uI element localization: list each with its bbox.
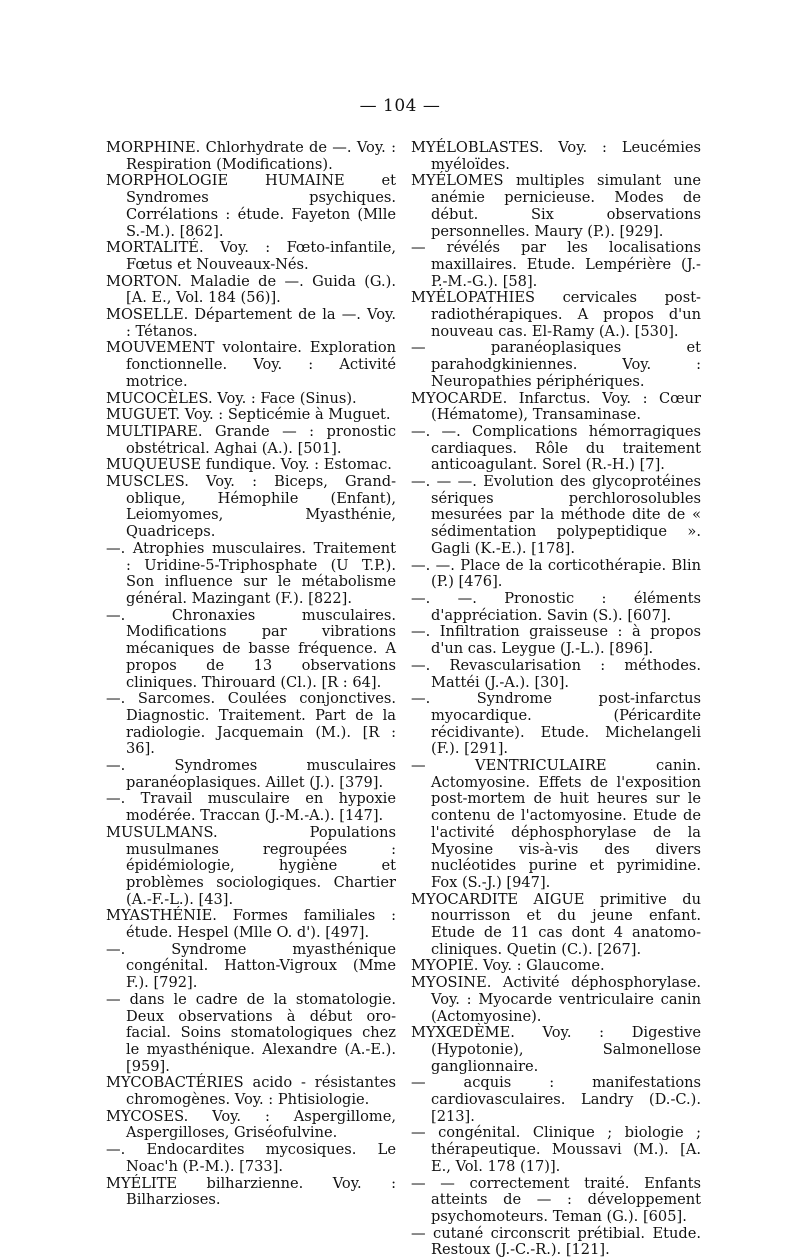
index-entry: MYOCARDITE AIGUE primitive du nourrisson et du jeune enfant. Etude de 11 cas dont 4 anatomo-cliniques. Quetin (C.). [267]. — [411, 890, 701, 958]
index-entry: MYCOBACTÉRIES acido - résistantes chromogènes. Voy. : Phtisiologie. — [106, 1074, 396, 1109]
index-entry: MUQUEUSE fundique. Voy. : Estomac. — [106, 456, 392, 474]
index-entry: —. —. Complications hémorragiques cardiaques. Rôle du traitement anticoagulant. Sorel (R.-H.) [7]. — [411, 422, 701, 474]
index-entry: MYÉLOPATHIES cervicales post-radiothérapiques. A propos d'un nouveau cas. El-Ramy (A.). [530]. — [411, 289, 701, 340]
index-entry: MYXŒDÈME. Voy. : Digestive (Hypotonie), Salmonellose ganglionnaire. — [411, 1024, 701, 1075]
index-entry: MYÉLOBLASTES. Voy. : Leucémies myéloïdes. — [411, 139, 701, 173]
index-entry: —. Chronaxies musculaires. Modifications par vibrations mécaniques de basse fréquence. A propos de 13 observations cliniques. Thirouard (Cl.). [R : 64]. — [106, 606, 396, 691]
index-entry: —. —. Pronostic : éléments d'appréciation. Savin (S.). [607]. — [411, 589, 701, 624]
right-column — [411, 140, 701, 1259]
index-entry: — VENTRICULAIRE canin. Actomyosine. Effets de l'exposition post-mortem de huit heures sur le contenu de l'actomyosine. Etude de l'activité déphosphorylase de la Myosine vis-à-vis des divers nucléotides purine et pyrimidine. Fox (S.-J.) [947]. — [411, 757, 701, 891]
index-entry: MOSELLE. Département de la —. Voy. : Tétanos. — [106, 306, 396, 340]
index-entry: — paranéoplasiques et parahodgkiniennes. Voy. : Neuropathies périphériques. — [411, 339, 701, 390]
index-entry: —. Travail musculaire en hypoxie modérée. Traccan (J.-M.-A.). [147]. — [106, 790, 396, 825]
index-entry: —. Sarcomes. Coulées conjonctives. Diagnostic. Traitement. Part de la radiologie. Jacquemain (M.). [R : 36]. — [106, 690, 396, 758]
left-column — [106, 140, 396, 1209]
index-entry: —. Syndrome myasthénique congénital. Hatton-Vigroux (Mme F.). [792]. — [106, 940, 396, 992]
index-entry: MOUVEMENT volontaire. Exploration fonctionnelle. Voy. : Activité motrice. — [106, 339, 396, 390]
index-entry: —. Infiltration graisseuse : à propos d'un cas. Leygue (J.-L.). [896]. — [411, 623, 701, 658]
index-entry: MORPHINE. Chlorhydrate de —. Voy. : Respiration (Modifications). — [106, 139, 396, 173]
index-entry: —. —. Place de la corticothérapie. Blin (P.) [476]. — [411, 556, 701, 591]
index-entry: MYÉLITE bilharzienne. Voy. : Bilharzioses. — [106, 1174, 396, 1209]
index-entry: MYOPIE. Voy. : Glaucome. — [411, 957, 605, 975]
index-entry: MUGUET. Voy. : Septicémie à Muguet. — [106, 406, 391, 424]
index-entry: MUSCLES. Voy. : Biceps, Grand-oblique, Hémophile (Enfant), Leiomyomes, Myasthénie, Quadriceps. — [106, 473, 396, 541]
index-entry: MULTIPARE. Grande — : pronostic obstétrical. Aghai (A.). [501]. — [106, 422, 396, 457]
index-entry: MORTALITÉ. Voy. : Fœto-infantile, Fœtus et Nouveaux-Nés. — [106, 239, 396, 273]
index-entry: — acquis : manifestations cardiovasculaires. Landry (D.-C.). [213]. — [411, 1074, 701, 1125]
index-entry: — congénital. Clinique ; biologie ; thérapeutique. Moussavi (M.). [A. E., Vol. 178 (17)]. — [411, 1124, 701, 1175]
index-entry: MORTON. Maladie de —. Guida (G.). [A. E., Vol. 184 (56)]. — [106, 272, 396, 307]
index-entry: —. Syndrome post-infarctus myocardique. (Péricardite récidivante). Etude. Michelangeli (F.). [291]. — [411, 690, 701, 758]
page-number: — 104 — — [359, 96, 441, 116]
index-entry: MUSULMANS. Populations musulmanes regroupées : épidémiologie, hygiène et problèmes sociologiques. Chartier (A.-F.-L.). [43]. — [106, 823, 396, 908]
index-entry: — révélés par les localisations maxillaires. Etude. Lempérière (J.-P.-M.-G.). [58]. — [411, 239, 701, 290]
index-entry: MYOSINE. Activité déphosphorylase. Voy. : Myocarde ventriculaire canin (Actomyosine). — [411, 974, 701, 1025]
index-entry: MYOCARDE. Infarctus. Voy. : Cœur (Hématome), Transaminase. — [411, 389, 701, 424]
index-entry: MORPHOLOGIE HUMAINE et Syndromes psychiques. Corrélations : étude. Fayeton (Mlle S.-M.). [862]. — [106, 172, 396, 240]
index-entry: — dans le cadre de la stomatologie. Deux observations à début oro-facial. Soins stomatologiques chez le myasthénique. Alexandre (A.-E.). [959]. — [106, 990, 396, 1075]
index-entry: —. Atrophies musculaires. Traitement : Uridine-5-Triphosphate (U T.P.). Son influence sur le métabolisme général. Mazingant (F.). [822]. — [106, 539, 396, 607]
index-entry: MYASTHÉNIE. Formes familiales : étude. Hespel (Mlle O. d'). [497]. — [106, 907, 396, 942]
index-entry: —. — —. Evolution des glycoprotéines sériques perchlorosolubles mesurées par la méthode dite de « sédimentation polypeptidique ». Gagli (K.-E.). [178]. — [411, 473, 701, 557]
index-entry: —. Syndromes musculaires paranéoplasiques. Aillet (J.). [379]. — [106, 757, 396, 791]
index-entry: —. Revascularisation : méthodes. Mattéi (J.-A.). [30]. — [411, 656, 701, 691]
index-entry: —. Endocardites mycosiques. Le Noac'h (P.-M.). [733]. — [106, 1141, 396, 1175]
index-entry: MUCOCÈLES. Voy. : Face (Sinus). — [106, 389, 357, 407]
index-entry: MYÉLOMES multiples simulant une anémie pernicieuse. Modes de début. Six observations personnelles. Maury (P.). [929]. — [411, 172, 701, 240]
index-entry: — cutané circonscrit prétibial. Etude. Restoux (J.-C.-R.). [121]. — [411, 1224, 701, 1259]
index-entry: MYCOSES. Voy. : Aspergillome, Aspergilloses, Griséofulvine. — [106, 1107, 396, 1142]
index-entry: — — correctement traité. Enfants atteints de — : développement psychomoteurs. Teman (G.). [605]. — [411, 1174, 701, 1225]
